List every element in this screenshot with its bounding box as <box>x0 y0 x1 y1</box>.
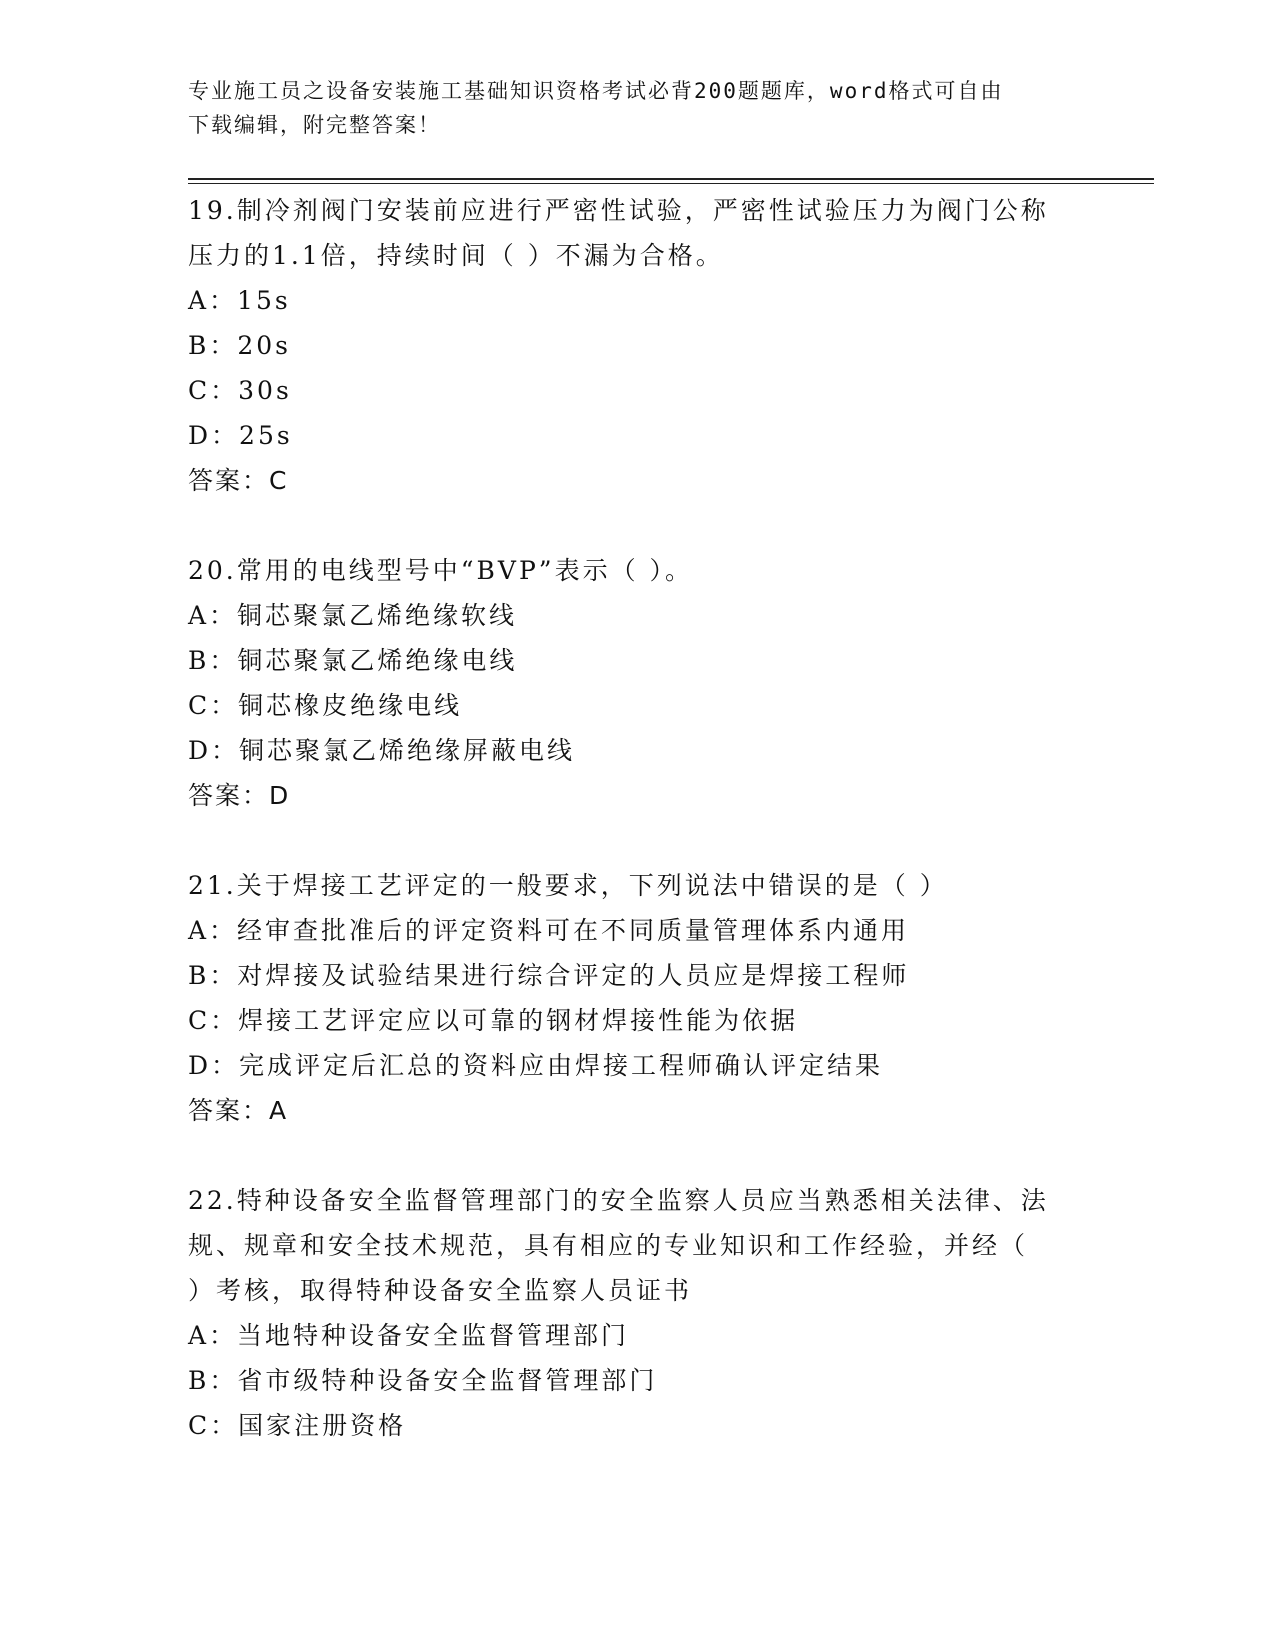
header-line-2: 下载编辑，附完整答案！ <box>188 113 441 137</box>
answer-line: 答案：C <box>188 466 289 495</box>
document-header <box>188 74 1068 142</box>
question-text-line: 22.特种设备安全监督管理部门的安全监察人员应当熟悉相关法律、法 <box>188 1186 1049 1215</box>
option-b: B：省市级特种设备安全监督管理部门 <box>188 1366 658 1395</box>
question-text <box>188 1178 1088 1313</box>
option-b: B：20s <box>188 331 292 360</box>
question-22 <box>188 1178 1088 1448</box>
option-c: C：30s <box>188 376 292 405</box>
question-19 <box>188 188 1088 503</box>
option-a: A：经审查批准后的评定资料可在不同质量管理体系内通用 <box>188 916 910 945</box>
header-divider-thick <box>188 178 1154 180</box>
question-text-line: 压力的1.1倍，持续时间（ ）不漏为合格。 <box>188 241 724 270</box>
answer-line: 答案：A <box>188 1096 289 1125</box>
answer-line: 答案：D <box>188 781 291 810</box>
option-d: D：铜芯聚氯乙烯绝缘屏蔽电线 <box>188 736 576 765</box>
question-text <box>188 863 1088 908</box>
header-divider-thin <box>188 183 1154 184</box>
option-b: B：铜芯聚氯乙烯绝缘电线 <box>188 646 518 675</box>
question-text-line: 19.制冷剂阀门安装前应进行严密性试验，严密性试验压力为阀门公称 <box>188 196 1049 225</box>
question-text-line: ）考核，取得特种设备安全监察人员证书 <box>188 1276 693 1305</box>
option-a: A：当地特种设备安全监督管理部门 <box>188 1321 630 1350</box>
question-text-line: 规、规章和安全技术规范，具有相应的专业知识和工作经验，并经（ <box>188 1231 1029 1260</box>
question-text-line: 21.关于焊接工艺评定的一般要求，下列说法中错误的是（ ） <box>188 871 948 900</box>
question-21 <box>188 863 1088 1133</box>
option-a: A：15s <box>188 286 291 315</box>
option-d: D：25s <box>188 421 293 450</box>
option-b: B：对焊接及试验结果进行综合评定的人员应是焊接工程师 <box>188 961 910 990</box>
option-a: A：铜芯聚氯乙烯绝缘软线 <box>188 601 518 630</box>
option-c: C：国家注册资格 <box>188 1411 407 1440</box>
question-text-line: 20.常用的电线型号中“BVP”表示（ ）。 <box>188 556 694 585</box>
question-text <box>188 548 1088 593</box>
option-d: D：完成评定后汇总的资料应由焊接工程师确认评定结果 <box>188 1051 884 1080</box>
question-20 <box>188 548 1088 818</box>
option-c: C：铜芯橡皮绝缘电线 <box>188 691 463 720</box>
header-line-1: 专业施工员之设备安装施工基础知识资格考试必背200题题库，word格式可自由 <box>188 79 1004 103</box>
option-c: C：焊接工艺评定应以可靠的钢材焊接性能为依据 <box>188 1006 799 1035</box>
question-list <box>188 188 1088 1448</box>
question-text <box>188 188 1088 278</box>
